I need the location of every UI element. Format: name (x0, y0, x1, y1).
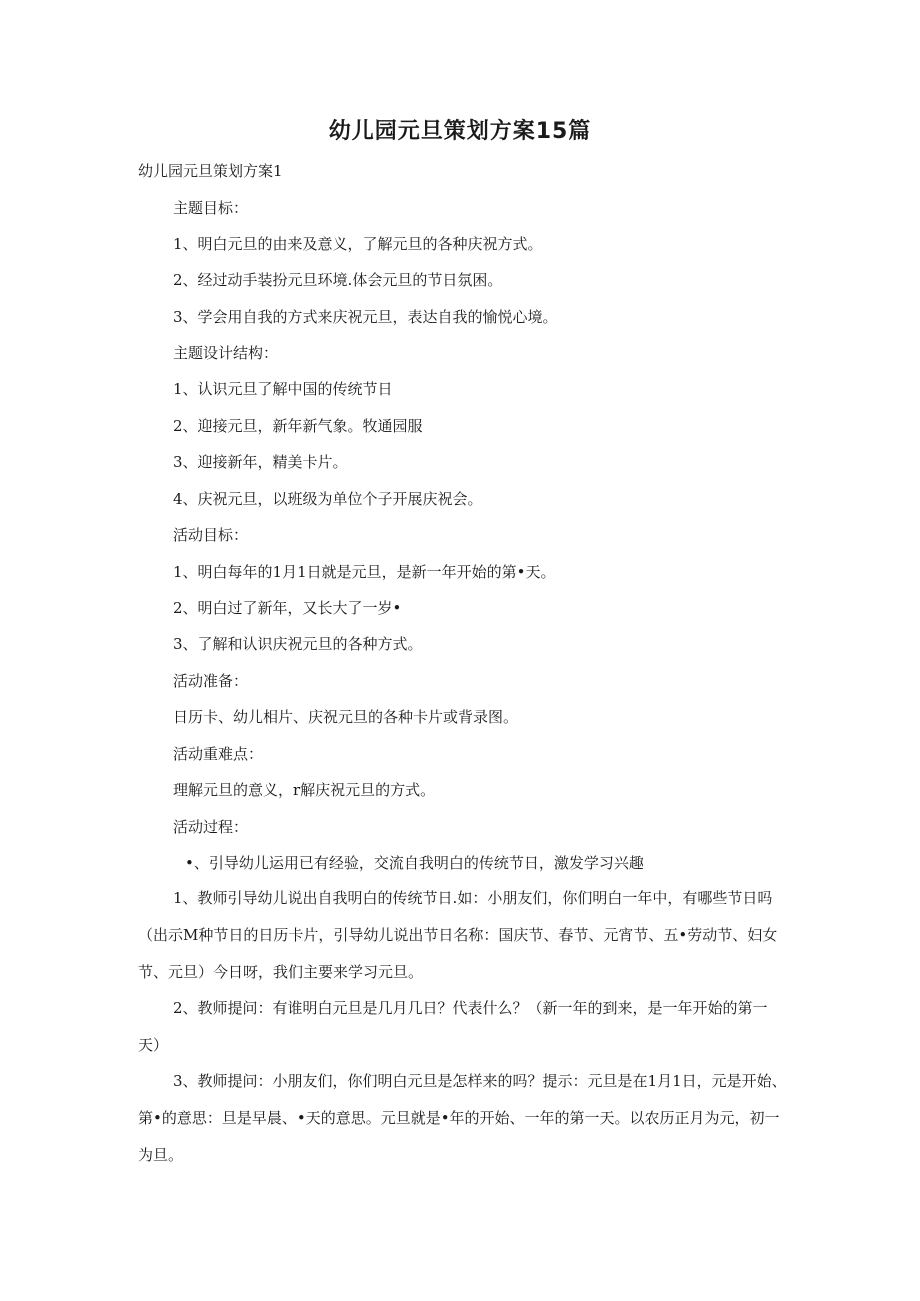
theme-goal-item: 1、明白元旦的由来及意义，了解元旦的各种庆祝方式。 (173, 235, 543, 253)
activity-goal-item: 3、了解和认识庆祝元旦的各种方式。 (173, 635, 423, 653)
theme-structure-item: 2、迎接元旦，新年新气象。牧通园服 (173, 417, 423, 435)
activity-key-text: 理解元旦的意义，r解庆祝元旦的方式。 (173, 781, 436, 799)
theme-structure-item: 1、认识元旦了解中国的传统节日 (173, 380, 393, 398)
theme-goal-item: 2、经过动手装扮元旦环境.体会元旦的节日氛困。 (173, 271, 503, 289)
process-paragraph: 1、教师引导幼儿说出自我明白的传统节日.如：小朋友们，你们明白一年中，有哪些节日吗（出示M种节日的日历卡片，引导幼儿说出节日名称：国庆节、春节、元宵节、五•劳动节、妇女节、元旦）今日呀，我们主要来学习元旦。 (138, 889, 778, 981)
activity-goal-item: 1、明白每年的1月1日就是元旦，是新一年开始的第•天。 (173, 563, 556, 581)
activity-prep-text: 日历卡、幼儿相片、庆祝元旦的各种卡片或背录图。 (173, 708, 519, 726)
activity-goal-item: 2、明白过了新年，又长大了一岁• (173, 599, 402, 617)
theme-structure-heading: 主题设计结构： (173, 344, 279, 362)
process-paragraph: 2、教师提问：有谁明白元旦是几月几日？代表什么？（新一年的到来，是一年开始的第一天） (138, 999, 768, 1054)
theme-structure-item: 3、迎接新年，精美卡片。 (173, 453, 348, 471)
activity-key-heading: 活动重难点： (173, 745, 264, 763)
activity-process-intro: •、引导幼儿运用已有经验，交流自我明白的传统节日，激发学习兴趣 (185, 854, 644, 872)
document-title: 幼儿园元旦策划方案15篇 (328, 119, 592, 144)
theme-goal-item: 3、学会用自我的方式来庆祝元旦，表达自我的愉悦心境。 (173, 308, 558, 326)
activity-process-heading: 活动过程： (173, 818, 249, 836)
activity-prep-heading: 活动准备： (173, 672, 249, 690)
theme-structure-item: 4、庆祝元旦，以班级为单位个子开展庆祝会。 (173, 490, 483, 508)
theme-goals-heading: 主题目标： (173, 199, 249, 217)
section-heading: 幼儿园元旦策划方案1 (138, 162, 283, 180)
process-paragraph: 3、教师提问：小朋友们，你们明白元旦是怎样来的吗？提示：元旦是在1月1日，元是开始、第•的意思：旦是早晨、•天的意思。元旦就是•年的开始、一年的第一天。以农历正月为元，初一为旦。 (138, 1072, 787, 1164)
activity-goals-heading: 活动目标： (173, 526, 249, 544)
